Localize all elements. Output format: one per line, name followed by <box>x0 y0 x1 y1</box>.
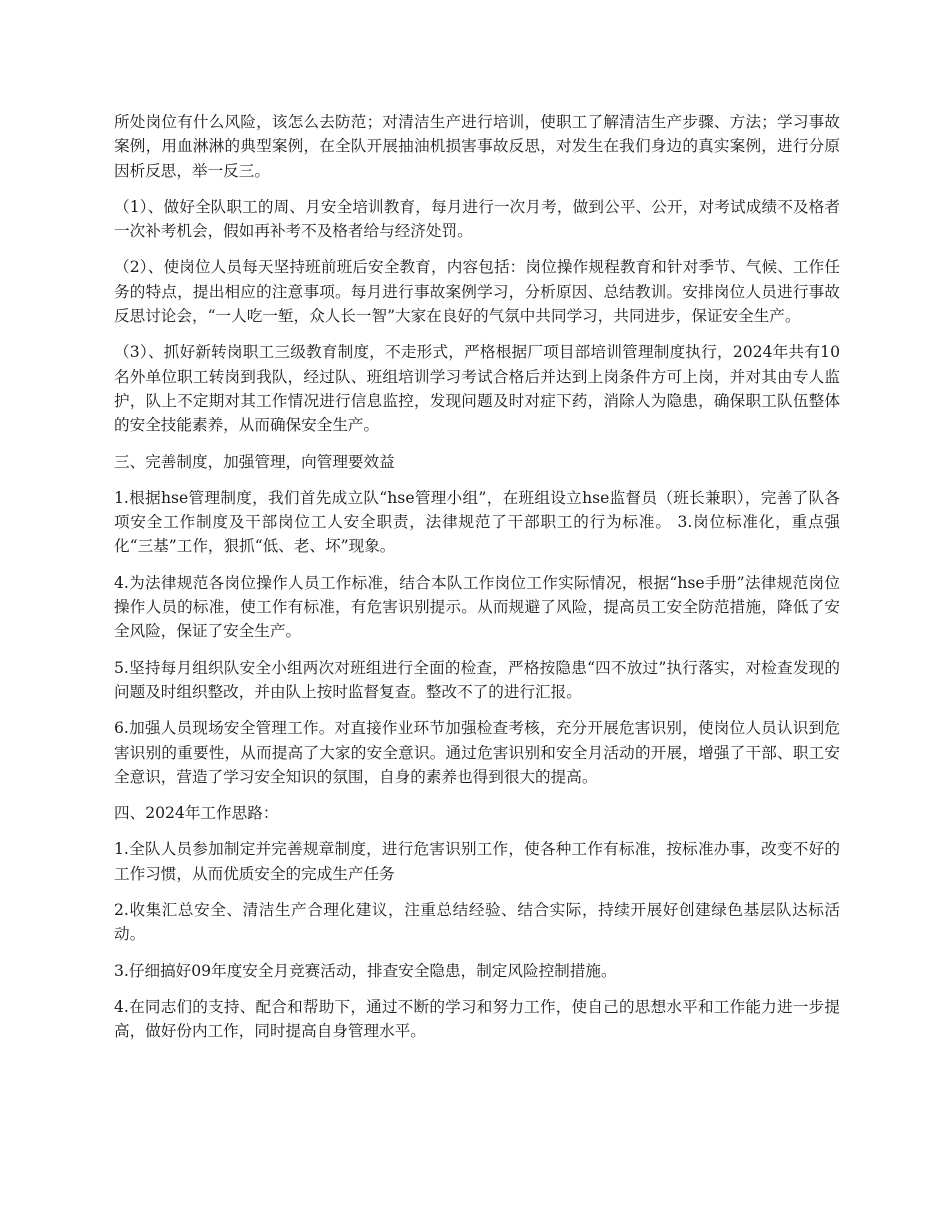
paragraph-risk-training: 所处岗位有什么风险，该怎么去防范；对清洁生产进行培训，使职工了解清洁生产步骤、方法；学习事故案例，用血淋淋的典型案例，在全队开展抽油机损害事故反思，对发生在我们身边的真实案例，进行分原因析反思，举一反三。 <box>114 113 840 180</box>
paragraph-point-6: 6.加强人员现场安全管理工作。对直接作业环节加强检查考核，充分开展危害识别，使岗位人员认识到危害识别的重要性，从而提高了大家的安全意识。通过危害识别和安全月活动的开展，增强了干部、职工安全意识，营造了学习安全知识的氛围，自身的素养也得到很大的提高。 <box>114 719 840 786</box>
plan-item-4: 4.在同志们的支持、配合和帮助下，通过不断的学习和努力工作，使自己的思想水平和工作能力进一步提高，做好份内工作，同时提高自身管理水平。 <box>114 997 840 1041</box>
paragraph-point-1: 1.根据hse管理制度，我们首先成立队“hse管理小组”，在班组设立hse监督员（班长兼职），完善了队各项安全工作制度及干部岗位工人安全职责，法律规范了干部职工的行为标准。 3.岗位标准化，重点强化“三基”工作，狠抓“低、老、坏”现象。 <box>114 488 840 556</box>
document-body <box>114 110 840 1056</box>
section-heading-4: 四、2024年工作思路： <box>114 804 279 823</box>
plan-item-2: 2.收集汇总安全、清洁生产合理化建议，注重总结经验、结合实际，持续开展好创建绿色基层队达标活动。 <box>114 901 840 944</box>
plan-item-3: 3.仔细搞好09年度安全月竞赛活动，排查安全隐患，制定风险控制措施。 <box>114 961 617 980</box>
plan-item-1: 1.全队人员参加制定并完善规章制度，进行危害识别工作，使各种工作有标准，按标准办事，改变不好的工作习惯，从而优质安全的完成生产任务 <box>114 840 840 883</box>
paragraph-item-1: （1）、做好全队职工的周、月安全培训教育，每月进行一次月考，做到公平、公开，对考试成绩不及格者一次补考机会，假如再补考不及格者给与经济处罚。 <box>114 197 840 241</box>
paragraph-point-4: 4.为法律规范各岗位操作人员工作标准，结合本队工作岗位工作实际情况，根据“hse手册”法律规范岗位操作人员的标准，使工作有标准，有危害识别提示。从而规避了风险，提高员工安全防范措施，降低了安全风险，保证了安全生产。 <box>114 573 840 641</box>
paragraph-item-2: （2）、使岗位人员每天坚持班前班后安全教育，内容包括：岗位操作规程教育和针对季节、气候、工作任务的特点，提出相应的注意事项。每月进行事故案例学习，分析原因、总结教训。安排岗位人员进行事故反思讨论会，“一人吃一堑，众人长一智”大家在良好的气氛中共同学习，共同进步，保证安全生产。 <box>114 258 840 326</box>
section-heading-3: 三、完善制度，加强管理，向管理要效益 <box>114 452 395 471</box>
paragraph-point-5: 5.坚持每月组织队安全小组两次对班组进行全面的检查，严格按隐患“四不放过”执行落实，对检查发现的问题及时组织整改，并由队上按时监督复查。整改不了的进行汇报。 <box>114 658 840 701</box>
paragraph-item-3: （3）、抓好新转岗职工三级教育制度，不走形式，严格根据厂项目部培训管理制度执行，2024年共有10名外单位职工转岗到我队，经过队、班组培训学习考试合格后并达到上岗条件方可上岗，并对其由专人监护，队上不定期对其工作情况进行信息监控，发现问题及时对症下药，消除人为隐患，确保职工队伍整体的安全技能素养，从而确保安全生产。 <box>114 343 840 435</box>
